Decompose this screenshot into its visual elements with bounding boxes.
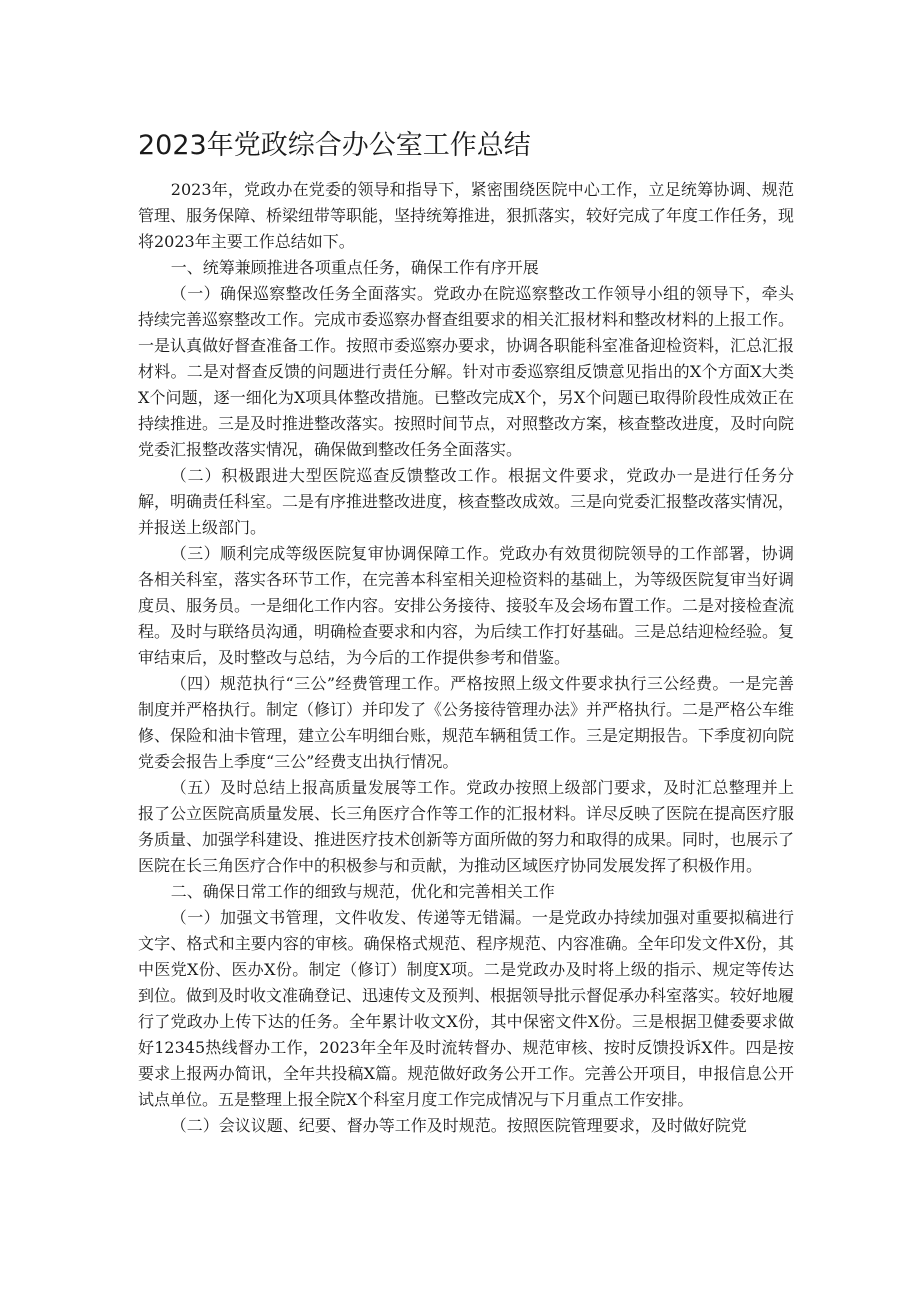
paragraph-1-5: （五）及时总结上报高质量发展等工作。党政办按照上级部门要求，及时汇总整理并上报了公立医院高质量发展、长三角医疗合作等工作的汇报材料。详尽反映了医院在提高医疗服务质量、加强学科建设、推进医疗技术创新等方面所做的努力和取得的成果。同时，也展示了医院在长三角医疗合作中的积极参与和贡献，为推动区域医疗协同发展发挥了积极作用。 bbox=[138, 778, 795, 875]
document-body bbox=[138, 177, 794, 1139]
document-title: 2023年党政综合办公室工作总结 bbox=[138, 130, 531, 161]
paragraph-1-1: （一）确保巡察整改任务全面落实。党政办在院巡察整改工作领导小组的领导下，牵头持续完善巡察整改工作。完成市委巡察办督查组要求的相关汇报材料和整改材料的上报工作。一是认真做好督查准备工作。按照市委巡察办要求，协调各职能科室准备迎检资料，汇总汇报材料。二是对督查反馈的问题进行责任分解。针对市委巡察组反馈意见指出的X个方面X大类X个问题，逐一细化为X项具体整改措施。已整改完成X个，另X个问题已取得阶段性成效正在持续推进。三是及时推进整改落实。按照时间节点，对照整改方案，核查整改进度，及时向院党委汇报整改落实情况，确保做到整改任务全面落实。 bbox=[138, 284, 795, 459]
paragraph-2-1: （一）加强文书管理，文件收发、传递等无错漏。一是党政办持续加强对重要拟稿进行文字、格式和主要内容的审核。确保格式规范、程序规范、内容准确。全年印发文件X份，其中医党X份、医办X份。制定（修订）制度X项。二是党政办及时将上级的指示、规定等传达到位。做到及时收文准确登记、迅速传文及预判、根据领导批示督促承办科室落实。较好地履行了党政办上传下达的任务。全年累计收文X份，其中保密文件X份。三是根据卫健委要求做好12345热线督办工作，2023年全年及时流转督办、规范审核、按时反馈投诉X件。四是按要求上报两办简讯，全年共投稿X篇。规范做好政务公开工作。完善公开项目，申报信息公开试点单位。五是整理上报全院X个科室月度工作完成情况与下月重点工作安排。 bbox=[138, 908, 795, 1109]
section-heading-2: 二、确保日常工作的细致与规范，优化和完善相关工作 bbox=[170, 882, 555, 901]
paragraph-1-3: （三）顺利完成等级医院复审协调保障工作。党政办有效贯彻院领导的工作部署，协调各相关科室，落实各环节工作，在完善本科室相关迎检资料的基础上，为等级医院复审当好调度员、服务员。一是细化工作内容。安排公务接待、接驳车及会场布置工作。二是对接检查流程。及时与联络员沟通，明确检查要求和内容，为后续工作打好基础。三是总结迎检经验。复审结束后，及时整改与总结，为今后的工作提供参考和借鉴。 bbox=[138, 544, 795, 667]
section-heading-1: 一、统筹兼顾推进各项重点任务，确保工作有序开展 bbox=[170, 258, 539, 277]
paragraph-1-2: （二）积极跟进大型医院巡查反馈整改工作。根据文件要求，党政办一是进行任务分解，明确责任科室。二是有序推进整改进度，核查整改成效。三是向党委汇报整改落实情况，并报送上级部门。 bbox=[138, 466, 795, 537]
paragraph-1-4: （四）规范执行“三公”经费管理工作。严格按照上级文件要求执行三公经费。一是完善制度并严格执行。制定（修订）并印发了《公务接待管理办法》并严格执行。二是严格公车维修、保险和油卡管理，建立公车明细台账，规范车辆租赁工作。三是定期报告。下季度初向院党委会报告上季度“三公”经费支出执行情况。 bbox=[138, 674, 795, 771]
intro-paragraph: 2023年，党政办在党委的领导和指导下，紧密围绕医院中心工作，立足统筹协调、规范管理、服务保障、桥梁纽带等职能，坚持统筹推进，狠抓落实，较好完成了年度工作任务，现将2023年主要工作总结如下。 bbox=[138, 180, 795, 251]
paragraph-2-2: （二）会议议题、纪要、督办等工作及时规范。按照医院管理要求，及时做好院党 bbox=[170, 1116, 747, 1135]
